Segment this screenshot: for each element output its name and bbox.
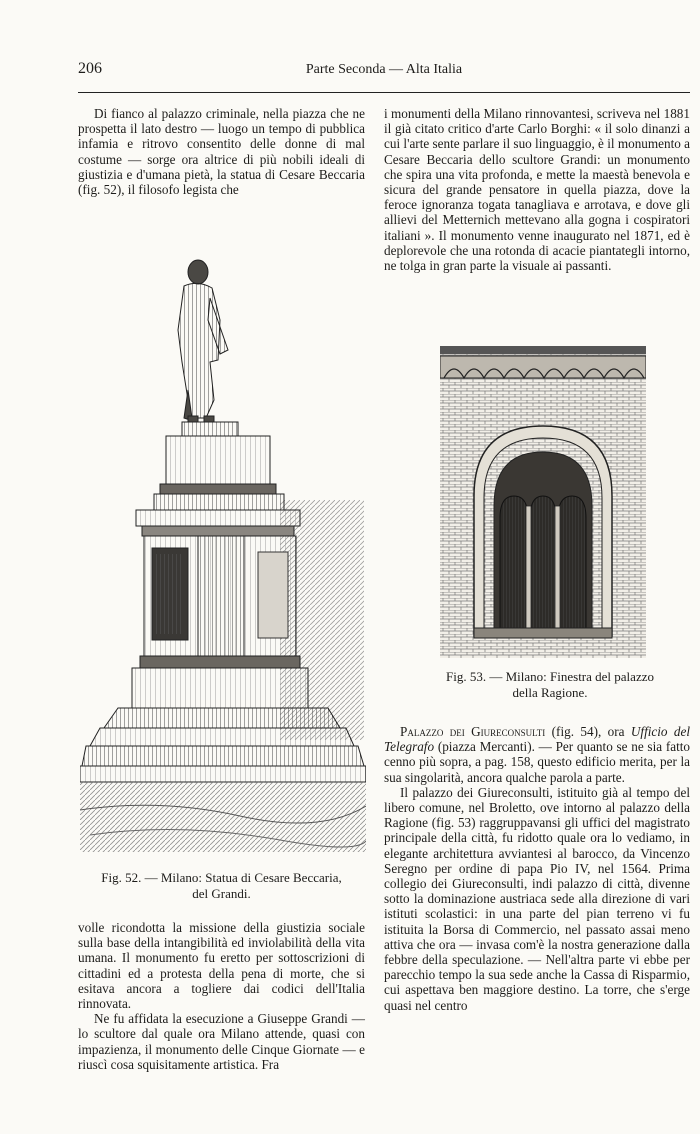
finestra-palazzo-ragione-illustration [440, 346, 646, 658]
paragraph-giureconsulti-heading [384, 724, 690, 785]
heading-ufficio-telegrafo: Ufficio del Telegrafo [384, 724, 690, 755]
paragraph-giureconsulti-history: Il palazzo dei Giureconsulti, istituito già al tempo del libero comune, nel Broletto, ove intorno al palazzo della Ragione (fig. 53) raggruppavansi gli uffici del magistrato principale della città, fu ridotto quale ora lo vediamo, in elegante architettura avviantesi al barocco, da Vincenzo Seregno per ordine di papa Pio IV, nel 1564. Prima collegio dei Giureconsulti, indi palazzo di città, divenne sotto la dominazione austriaca sede alla direzione di vari istituti scolastici: in una parte del pian terreno vi fu istituita la Borsa di Commercio, nel passato assai meno attiva che ora — invasa com'è la nostra generazione dalla febbre della speculazione. — Nell'altra parte vi ebbe per parecchio tempo la sua sede anche la Cassa di Risparmio, cui aspettava ben maggiore destino. La torre, che s'erge quasi nel centro [384, 784, 690, 1013]
left-column-top [78, 106, 365, 197]
section-heading-giureconsulti: Palazzo dei Giureconsulti [400, 724, 546, 739]
left-column-bottom [78, 920, 365, 1072]
running-title: Parte Seconda — Alta Italia [305, 62, 463, 77]
figure-52-caption-line1: Fig. 52. — Milano: Statua di Cesare Beccaria, [101, 870, 342, 885]
beccaria-statue-illustration [80, 250, 366, 855]
heading-fig-ref: (fig. 54), ora [545, 724, 631, 739]
heading-rest: (piazza Mercanti). — Per quanto se ne sia fatto cenno più sopra, a pag. 158, questo edificio merita, per la sua singolarità, ancora qualche parola a parte. [384, 739, 690, 785]
right-column-bottom [384, 724, 690, 1013]
figure-52-caption-line2: del Grandi. [192, 885, 251, 901]
header-rule [78, 92, 690, 93]
page-header [78, 60, 690, 82]
page-number: 206 [78, 60, 102, 77]
figure-53-caption-line2: della Ragione. [512, 684, 588, 700]
paragraph-borghi-quote: i monumenti della Milano rinnovantesi, scriveva nel 1881 il già citato critico d'arte Carlo Borghi: « il solo dinanzi a cui l'arte sente parlare il suo linguaggio, è il monumento a Cesare Beccaria dello scultore Grandi: un monumento che spira una vita profonda, e mette la maestà benevola e sicura del grande pensatore in quella piazza, dove la feroce ignoranza togata tanagliava e arrotava, e dove gli allievi del Metternich mettevano alla gogna i cospiratori italiani ». Il monumento venne inaugurato nel 1871, ed è deplorevole che una rotonda di acacie piantategli intorno, ne tolga in gran parte la visuale ai passanti. [384, 106, 690, 274]
figure-53-caption [410, 669, 690, 700]
figure-53-caption-line1: Fig. 53. — Milano: Finestra del palazzo [446, 669, 654, 684]
paragraph-justice: volle ricondotta la missione della giustizia sociale sulla base della intangibilità ed inviolabilità della vita umana. Il monumento fu eretto per sottoscrizioni di cittadini ed a protesta della pena di morte, che si esitava ancora a togliere dai codici dell'Italia rinnovata. [78, 920, 365, 1012]
paragraph-beccaria-intro: Di fianco al palazzo criminale, nella piazza che ne prospetta il lato destro — luogo un tempo di pubblica infamia e ritrovo consentito delle donne di mal costume — sorge ora altrice di più nobili ideali di giustizia e d'umana pietà, la statua di Cesare Beccaria (fig. 52), il filosofo legista che [78, 106, 365, 198]
right-column-top [384, 106, 690, 273]
figure-52-caption [78, 870, 365, 901]
paragraph-grandi: Ne fu affidata la esecuzione a Giuseppe Grandi — lo scultore dal quale ora Milano attende, quasi con impazienza, il monumento delle Cinque Giornate — e riuscì cosa squisitamente artistica. Fra [78, 1011, 365, 1072]
